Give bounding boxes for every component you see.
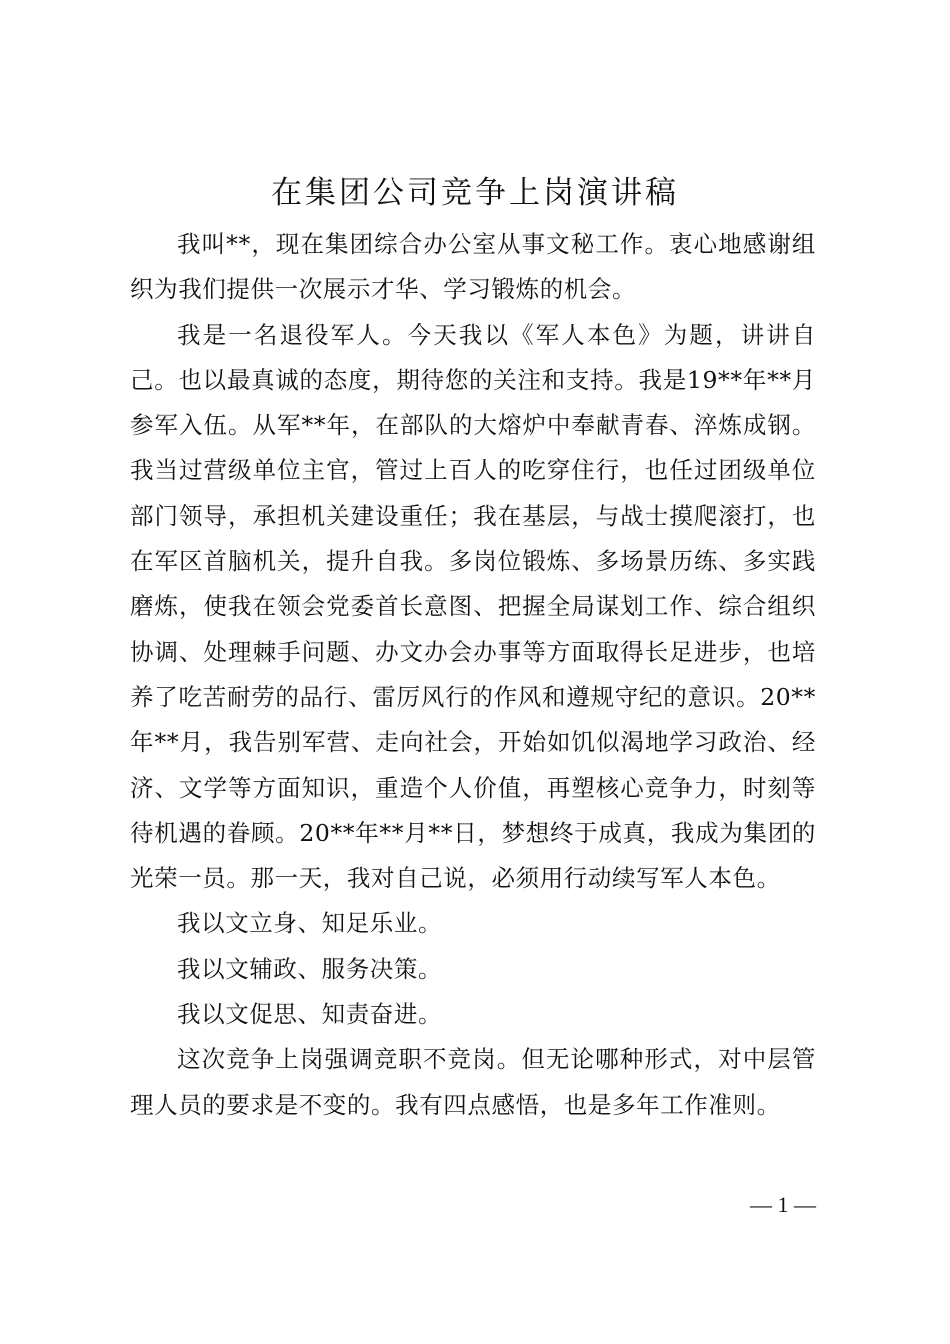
page-number: — 1 — [750, 1192, 816, 1217]
paragraph-intro: 我叫**，现在集团综合办公室从事文秘工作。衷心地感谢组织为我们提供一次展示才华、学习锻炼的机会。 [130, 230, 816, 304]
paragraph-background: 我是一名退役军人。今天我以《军人本色》为题，讲讲自己。也以最真诚的态度，期待您的关注和支持。我是19**年**月参军入伍。从军**年，在部队的大熔炉中奉献青春、淬炼成钢。我当过营级单位主官，管过上百人的吃穿住行，也任过团级单位部门领导，承担机关建设重任；我在基层，与战士摸爬滚打，也在军区首脑机关，提升自我。多岗位锻炼、多场景历练、多实践磨炼，使我在领会党委首长意图、把握全局谋划工作、综合组织协调、处理棘手问题、办文办会办事等方面取得长足进步，也培养了吃苦耐劳的品行、雷厉风行的作风和遵规守纪的意识。20**年**月，我告别军营、走向社会，开始如饥似渴地学习政治、经济、文学等方面知识，重造个人价值，再塑核心竞争力，时刻等待机遇的眷顾。20**年**月**日，梦想终于成真，我成为集团的光荣一员。那一天，我对自己说，必须用行动续写军人本色。 [130, 320, 816, 893]
paragraph-point-3: 我以文促思、知责奋进。 [177, 1000, 443, 1029]
paragraph-point-2: 我以文辅政、服务决策。 [177, 954, 443, 983]
paragraph-point-1: 我以文立身、知足乐业。 [177, 909, 443, 938]
paragraph-closing: 这次竞争上岗强调竞职不竞岗。但无论哪种形式，对中层管理人员的要求是不变的。我有四点感悟，也是多年工作准则。 [130, 1045, 816, 1119]
document-body [130, 222, 816, 1128]
document-title: 在集团公司竞争上岗演讲稿 [271, 175, 679, 211]
